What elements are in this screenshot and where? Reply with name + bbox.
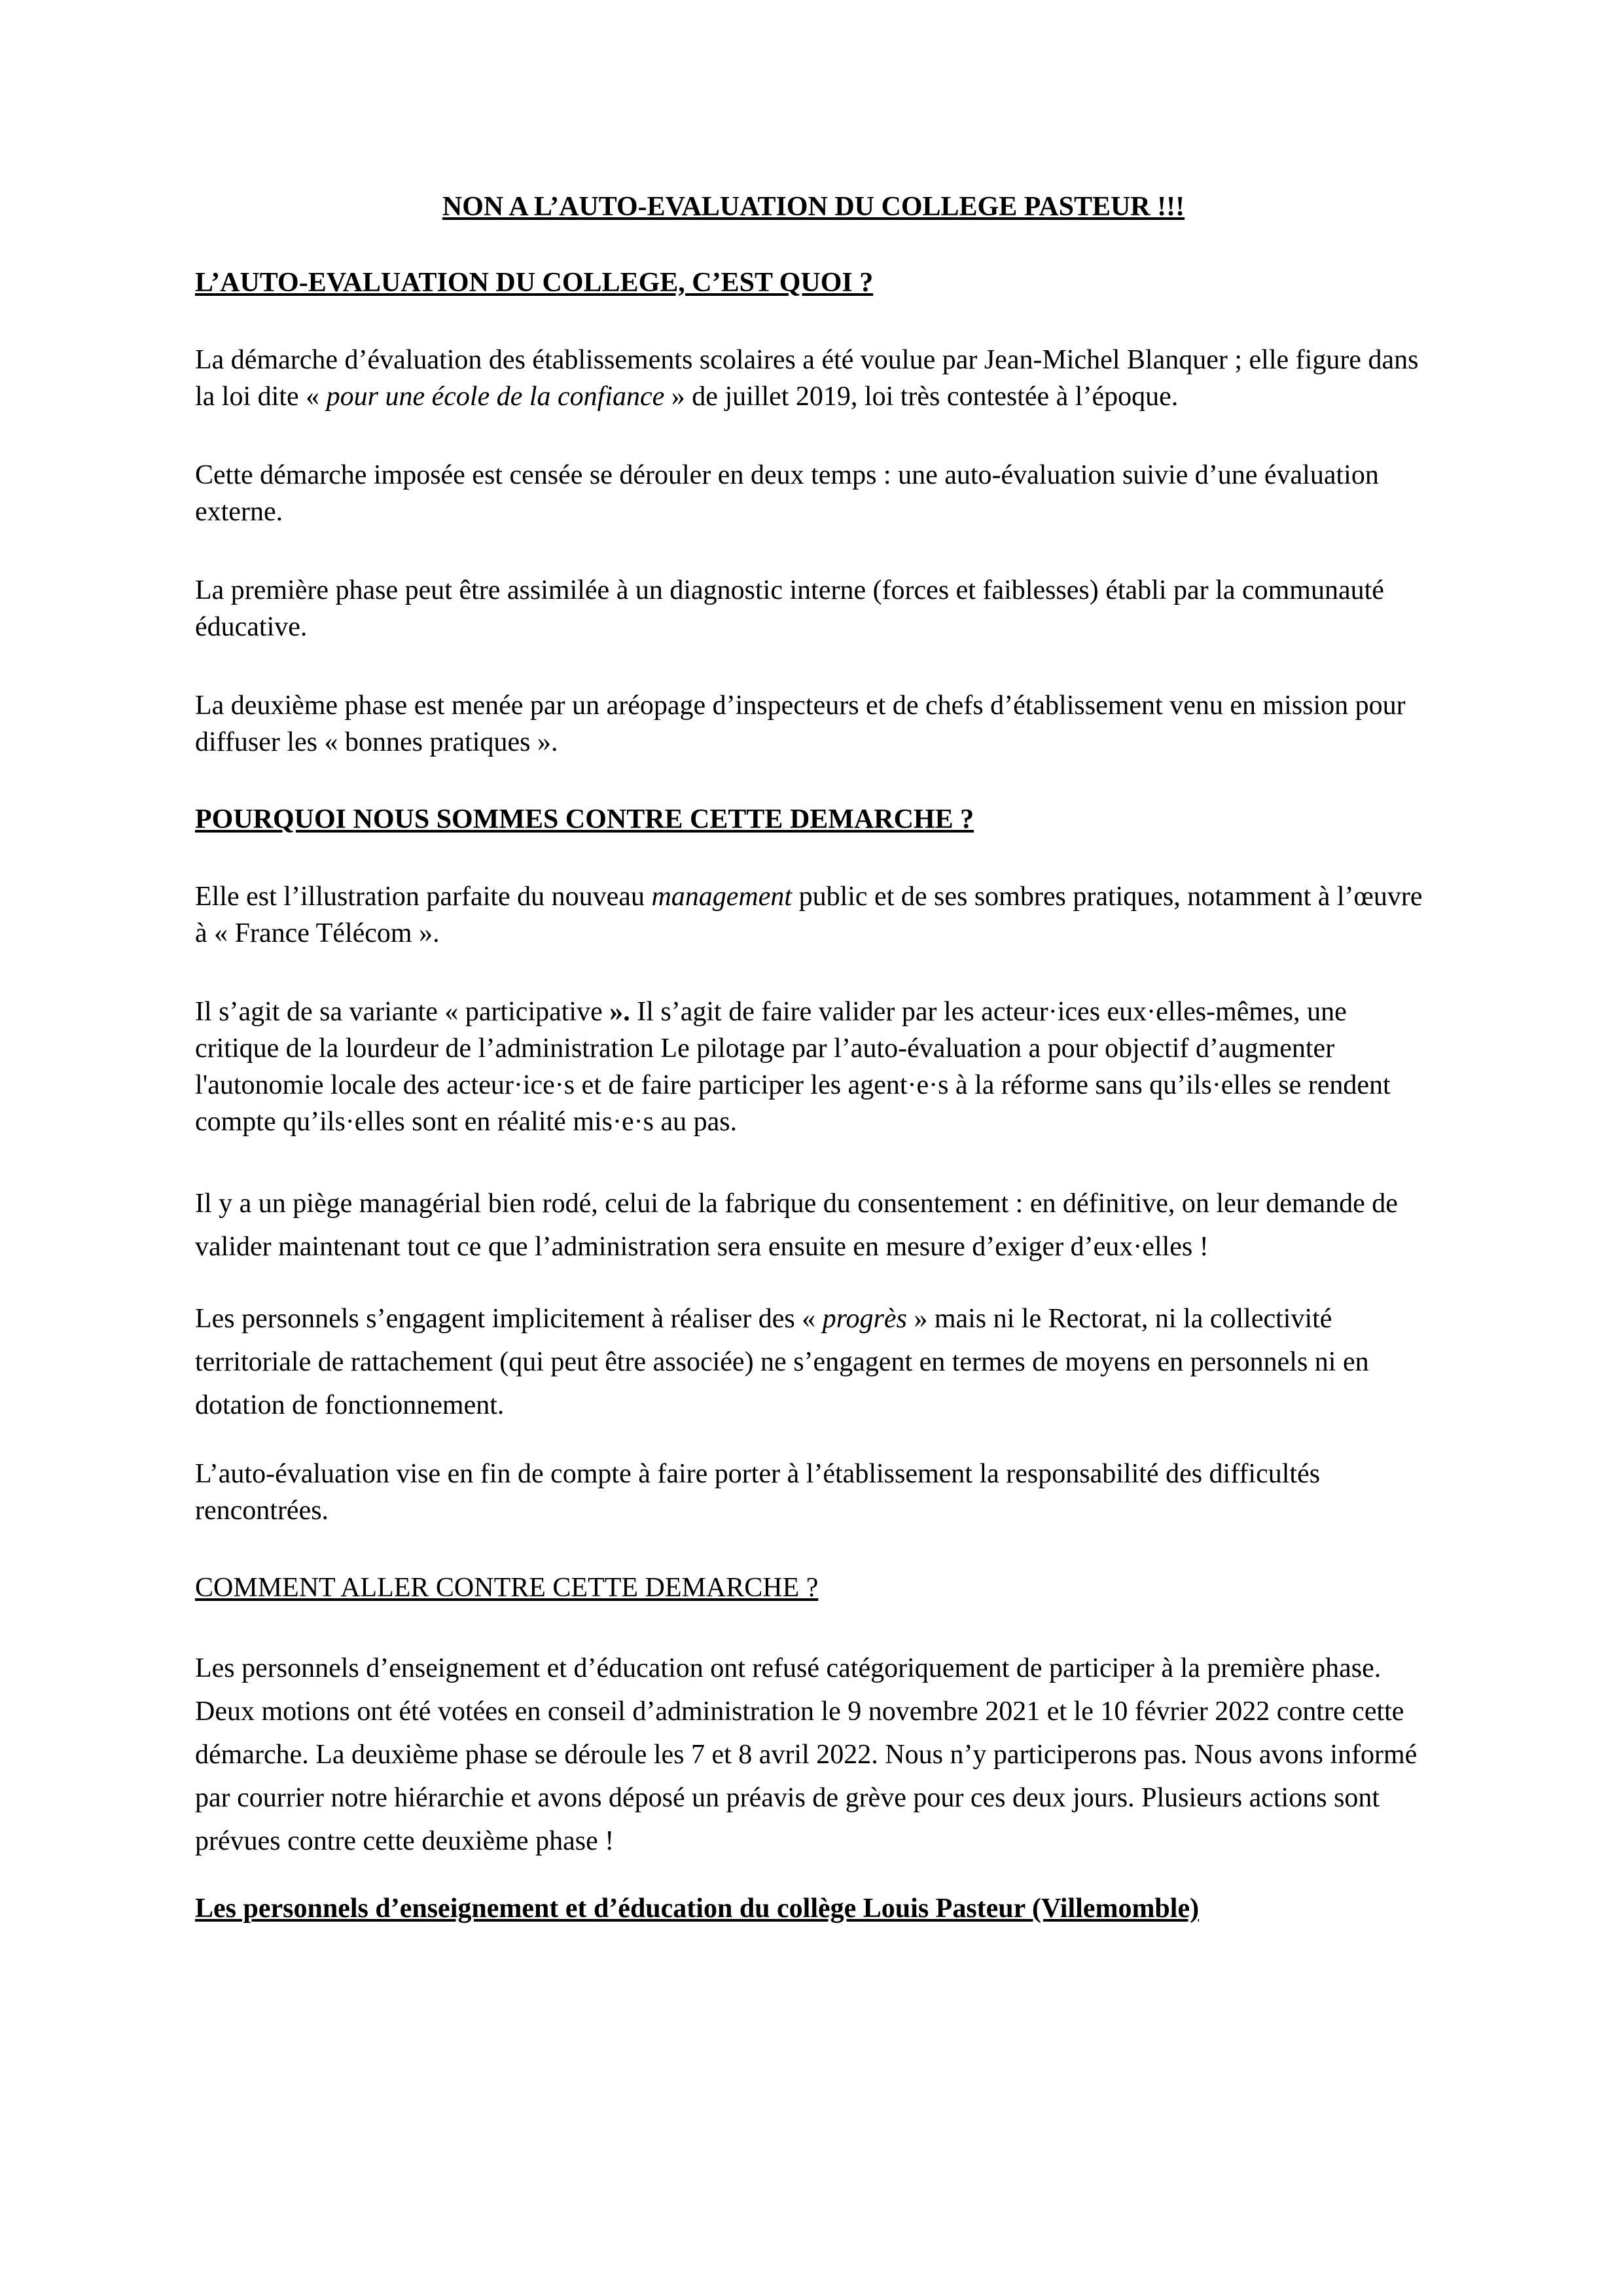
paragraph: Cette démarche imposée est censée se dérouler en deux temps : une auto-évaluation suivie d’une évaluation externe. xyxy=(195,460,1379,527)
paragraph: Les personnels d’enseignement et d’éducation ont refusé catégoriquement de participer à la première phase. Deux motions ont été votées en conseil d’administration le 9 novembre 2021 et le 10 février 2022 contre cette démarche. La deuxième phase se déroule les 7 et 8 avril 2022. Nous n’y participerons pas. Nous avons informé par courrier notre hiérarchie et avons déposé un préavis de grève pour ces deux jours. Plusieurs actions sont prévues contre cette deuxième phase ! xyxy=(195,1653,1418,1856)
paragraph: La première phase peut être assimilée à un diagnostic interne (forces et faiblesses) établi par la communauté éducative. xyxy=(195,575,1384,642)
paragraph: L’auto-évaluation vise en fin de compte à faire porter à l’établissement la responsabilité des difficultés rencontrées. xyxy=(195,1459,1321,1526)
paragraph: Il s’agit de sa variante « participative ». Il s’agit de faire valider par les acteur·ices eux·elles-mêmes, une critique de la lourdeur de l’administration Le pilotage par l’auto-évaluation a pour objectif d’augmenter l'autonomie locale des acteur·ice·s et de faire participer les agent·e·s à la réforme sans qu’ils·elles se rendent compte qu’ils·elles sont en réalité mis·e·s au pas. xyxy=(195,997,1391,1137)
paragraph: Les personnels s’engagent implicitement à réaliser des « progrès » mais ni le Rectorat, ni la collectivité territoriale de rattachement (qui peut être associée) ne s’engagent en termes de moyens en personnels ni en dotation de fonctionnement. xyxy=(195,1304,1369,1420)
paragraph: Elle est l’illustration parfaite du nouveau management public et de ses sombres pratiques, notamment à l’œuvre à « France Télécom ». xyxy=(195,882,1423,948)
section-heading-how: COMMENT ALLER CONTRE CETTE DEMARCHE ? xyxy=(195,1573,819,1603)
paragraph: La démarche d’évaluation des établissements scolaires a été voulue par Jean-Michel Blanquer ; elle figure dans la loi dite « pour une école de la confiance » de juillet 2019, loi très contestée à l’époque. xyxy=(195,345,1419,412)
section-heading-what: L’AUTO-EVALUATION DU COLLEGE, C’EST QUOI ? xyxy=(195,268,874,298)
paragraph: La deuxième phase est menée par un aréopage d’inspecteurs et de chefs d’établissement venu en mission pour diffuser les « bonnes pratiques ». xyxy=(195,691,1406,757)
document-title: NON A L’AUTO-EVALUATION DU COLLEGE PASTEUR !!! xyxy=(442,192,1185,222)
section-heading-why: POURQUOI NOUS SOMMES CONTRE CETTE DEMARCHE ? xyxy=(195,804,974,834)
document-body xyxy=(195,190,1432,1926)
paragraph: Il y a un piège managérial bien rodé, celui de la fabrique du consentement : en définitive, on leur demande de valider maintenant tout ce que l’administration sera ensuite en mesure d’exiger d’eux·elles ! xyxy=(195,1189,1398,1262)
signature: Les personnels d’enseignement et d’éducation du collège Louis Pasteur (Villemomble) xyxy=(195,1893,1200,1924)
